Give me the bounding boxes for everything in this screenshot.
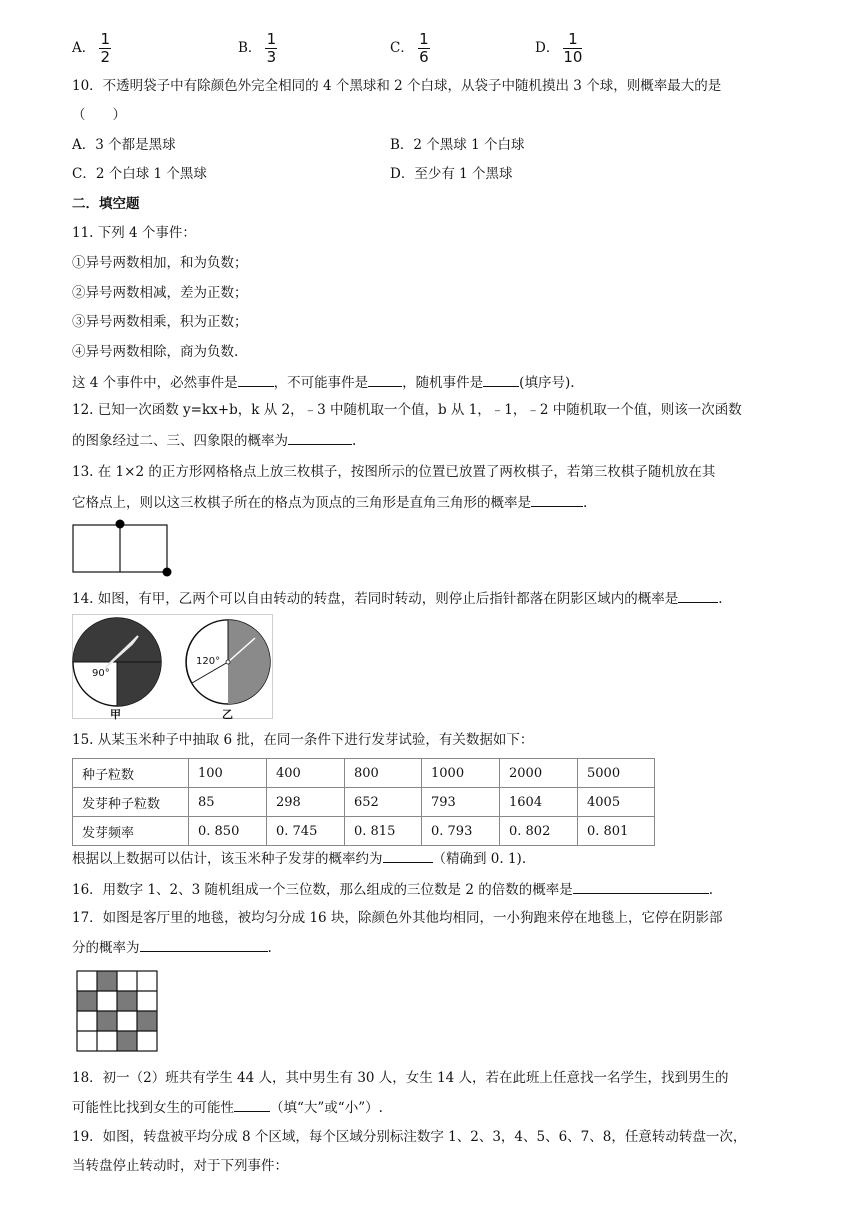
q18-text: 可能性比找到女生的可能性	[72, 1100, 234, 1116]
fraction	[265, 32, 277, 65]
table-cell: 发芽种子粒数	[73, 788, 189, 817]
table-cell: 0. 745	[267, 817, 345, 846]
q14-text: 14. 如图，有甲，乙两个可以自由转动的转盘，若同时转动，则停止后指针都落在阴影区域内的概率是	[72, 591, 679, 607]
q15-stem: 15. 从某玉米种子中抽取 6 批，在同一条件下进行发芽试验，有关数据如下：	[72, 732, 534, 748]
period: .	[267, 940, 272, 956]
answer-blank	[383, 848, 433, 863]
carpet-grid	[76, 970, 162, 1056]
period: .	[718, 591, 723, 607]
q14-stem	[72, 588, 723, 609]
table-cell: 1000	[422, 759, 500, 788]
numerator: 1	[419, 30, 429, 48]
q12-line2	[72, 430, 356, 451]
denominator: 6	[419, 48, 429, 66]
shaded-cell	[137, 1011, 157, 1031]
table-cell: 400	[267, 759, 345, 788]
period: .	[583, 495, 588, 511]
period: .	[708, 882, 713, 898]
q11-item-2: ②异号两数相减，差为正数；	[72, 285, 248, 301]
q10-paren: （ ）	[72, 107, 126, 123]
q9-option-d	[535, 32, 582, 65]
answer-blank	[531, 492, 583, 507]
q15-text: 根据以上数据可以估计，该玉米种子发芽的概率约为	[72, 851, 383, 867]
option-letter: C．	[390, 40, 414, 56]
q13-line2	[72, 492, 587, 513]
table-cell: 5000	[578, 759, 655, 788]
q10-option-d: D．至少有 1 个黑球	[390, 166, 513, 182]
q12-text: 的图象经过二、三、四象限的概率为	[72, 433, 288, 449]
q11-text: ，随机事件是	[402, 375, 484, 391]
numerator: 1	[568, 30, 578, 48]
q11-question	[72, 372, 575, 393]
q10-stem: 10．不透明袋子中有除颜色外完全相同的 4 个黑球和 2 个白球，从袋子中随机摸出 3 个球，则概率最大的是	[72, 78, 722, 94]
table-cell: 1604	[500, 788, 578, 817]
answer-blank	[288, 430, 352, 445]
q13-line1: 13. 在 1×2 的正方形网格格点上放三枚棋子，按图所示的位置已放置了两枚棋子，若第三枚棋子随机放在其	[72, 464, 716, 480]
angle-label: 120°	[196, 656, 221, 667]
shaded-cell	[97, 1011, 117, 1031]
q16-text: 16．用数字 1、2、3 随机组成一个三位数，那么组成的三位数是 2 的倍数的概率是	[72, 882, 573, 898]
table-cell: 793	[422, 788, 500, 817]
option-letter: D．	[535, 40, 560, 56]
denominator: 2	[100, 48, 111, 66]
table-row	[73, 759, 655, 788]
shaded-cell	[97, 971, 117, 991]
q17-text: 分的概率为	[72, 940, 140, 956]
table-row	[73, 817, 655, 846]
chess-piece	[116, 520, 125, 529]
table-cell: 652	[345, 788, 422, 817]
spinner-yi	[186, 620, 270, 704]
table-cell: 800	[345, 759, 422, 788]
answer-blank	[140, 937, 268, 952]
spinner-figure	[72, 614, 274, 720]
q11-stem: 11. 下列 4 个事件：	[72, 225, 196, 241]
q18-text: （填“大”或“小”）.	[270, 1100, 383, 1116]
q15-text: （精确到 0. 1).	[432, 851, 527, 867]
q19-line1: 19．如图，转盘被平均分成 8 个区域，每个区域分别标注数字 1、2、3，4、5、6、7、8，任意转动转盘一次，	[72, 1129, 747, 1145]
q12-line1: 12. 已知一次函数 y=kx+b，k 从 2，﹣3 中随机取一个值，b 从 1，﹣1，﹣2 中随机取一个值，则该一次函数	[72, 402, 742, 418]
table-cell: 298	[267, 788, 345, 817]
q18-line2	[72, 1097, 383, 1118]
q19-line2: 当转盘停止转动时，对于下列事件：	[72, 1158, 288, 1174]
q13-text: 它格点上，则以这三枚棋子所在的格点为顶点的三角形是直角三角形的概率是	[72, 495, 531, 511]
answer-blank	[678, 588, 718, 603]
fraction	[563, 32, 582, 65]
table-cell: 0. 815	[345, 817, 422, 846]
q11-text: (填序号).	[519, 375, 575, 391]
period: .	[352, 433, 357, 449]
shaded-cell	[77, 991, 97, 1011]
shaded-cell	[117, 1031, 137, 1051]
answer-blank	[573, 879, 709, 894]
q9-option-b	[238, 32, 277, 65]
option-letter: A．	[72, 40, 96, 56]
answer-blank	[368, 372, 402, 387]
q11-text: 这 4 个事件中，必然事件是	[72, 375, 238, 391]
shaded-sector	[228, 620, 270, 704]
q9-option-c	[390, 32, 430, 65]
q17-line1: 17．如图是客厅里的地毯，被均匀分成 16 块，除颜色外其他均相同，一小狗跑来停在地毯上，它停在阴影部	[72, 910, 723, 926]
q10-option-a: A．3 个都是黑球	[72, 137, 176, 153]
angle-label: 90°	[92, 668, 110, 679]
table-cell: 0. 850	[189, 817, 267, 846]
option-letter: B．	[238, 40, 262, 56]
pivot	[226, 660, 230, 664]
denominator: 3	[266, 48, 277, 66]
q17-line2	[72, 937, 272, 958]
section-title: 二．填空题	[72, 196, 140, 212]
table-cell: 发芽频率	[73, 817, 189, 846]
spinner-label-jia: 甲	[110, 708, 121, 720]
table-cell: 2000	[500, 759, 578, 788]
q9-option-a	[72, 32, 111, 65]
q11-text: ，不可能事件是	[273, 375, 369, 391]
fraction	[418, 32, 430, 65]
table-cell: 85	[189, 788, 267, 817]
chess-piece	[163, 568, 172, 577]
answer-blank	[234, 1097, 270, 1112]
table-cell: 0. 801	[578, 817, 655, 846]
q11-item-1: ①异号两数相加，和为负数；	[72, 255, 248, 271]
table-cell: 0. 793	[422, 817, 500, 846]
q10-option-c: C．2 个白球 1 个黑球	[72, 166, 207, 182]
fraction	[99, 32, 111, 65]
q15-after	[72, 848, 526, 869]
q11-item-3: ③异号两数相乘，积为正数；	[72, 314, 248, 330]
germination-table	[72, 758, 655, 846]
q18-line1: 18．初一（2）班共有学生 44 人，其中男生有 30 人，女生 14 人，若在此班上任意找一名学生，找到男生的	[72, 1070, 729, 1086]
answer-blank	[238, 372, 274, 387]
table-row	[73, 788, 655, 817]
grid-figure	[68, 516, 178, 580]
spinner-jia	[73, 618, 161, 706]
table-cell: 4005	[578, 788, 655, 817]
answer-blank	[483, 372, 519, 387]
table-cell: 0. 802	[500, 817, 578, 846]
spinner-label-yi: 乙	[222, 708, 233, 720]
numerator: 1	[100, 30, 111, 48]
grid-lines	[77, 971, 157, 1051]
shaded-cell	[117, 991, 137, 1011]
denominator: 10	[563, 48, 583, 66]
shaded-sector	[117, 662, 161, 706]
q16-stem	[72, 879, 713, 900]
q11-item-4: ④异号两数相除，商为负数.	[72, 344, 239, 360]
table-cell: 100	[189, 759, 267, 788]
numerator: 1	[266, 30, 277, 48]
table-cell: 种子粒数	[73, 759, 189, 788]
q10-option-b: B．2 个黑球 1 个白球	[390, 137, 525, 153]
